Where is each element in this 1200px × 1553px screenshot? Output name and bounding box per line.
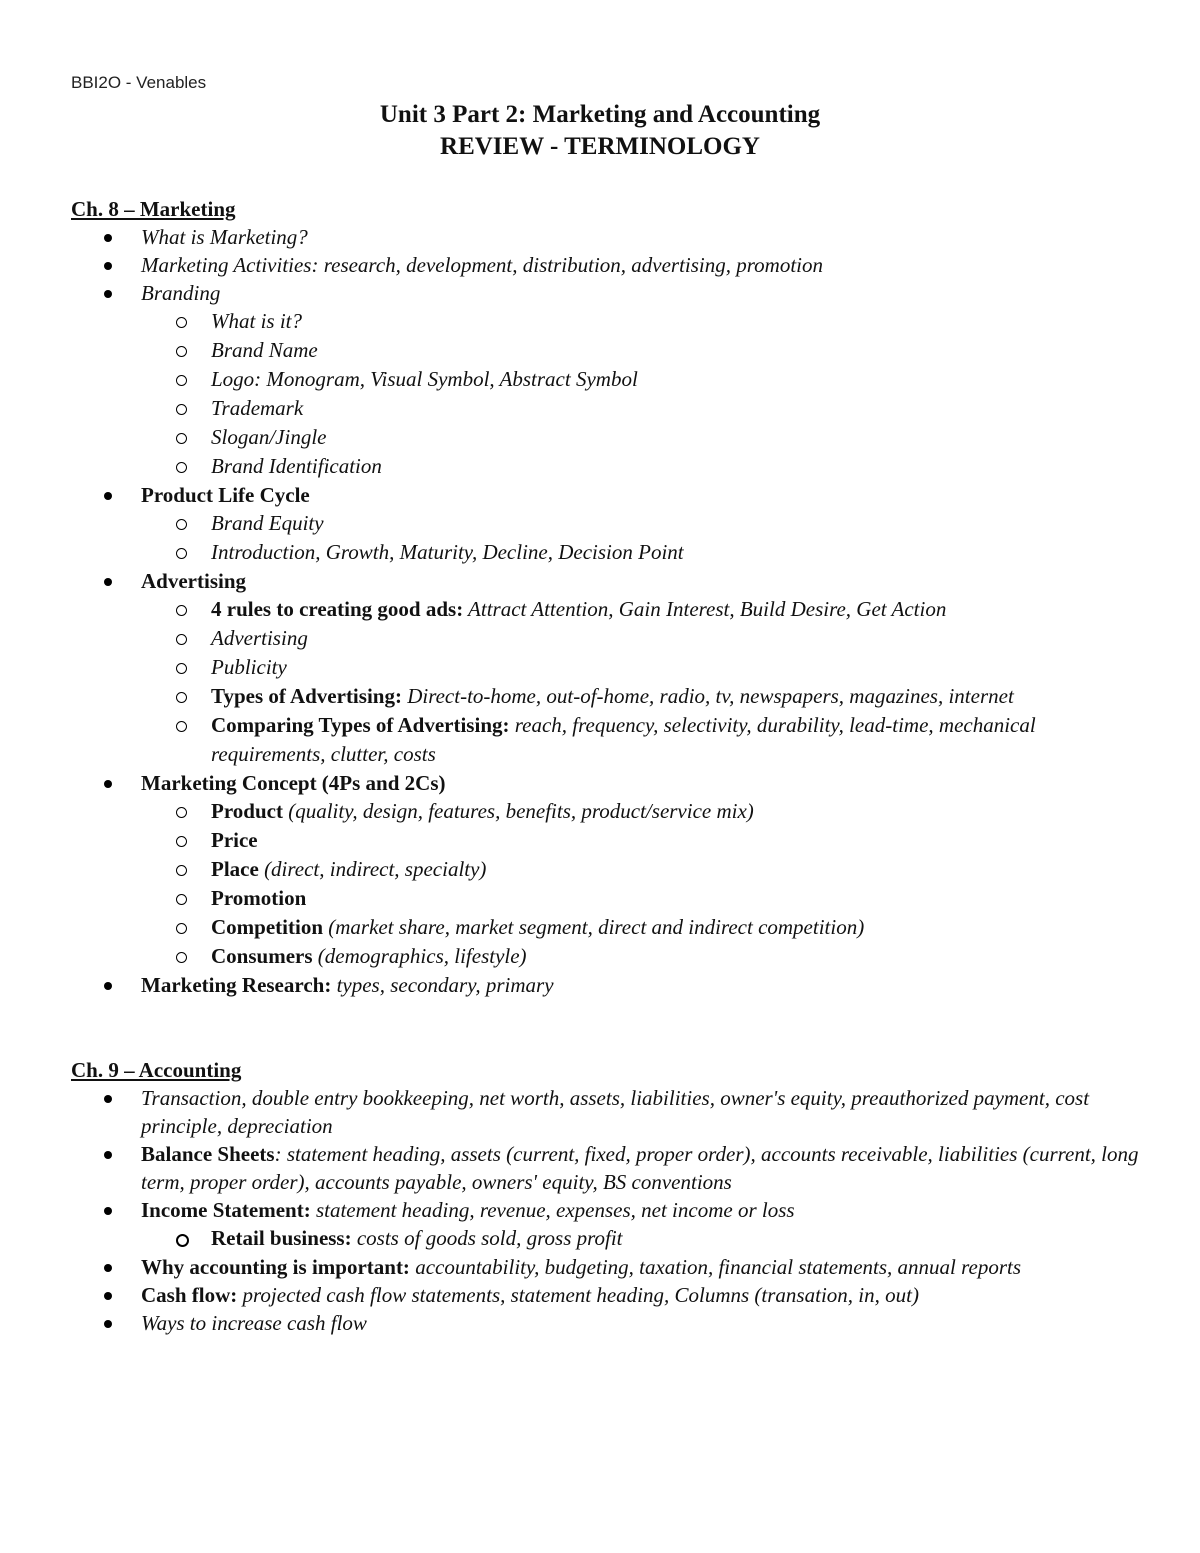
sublist-item: Introduction, Growth, Maturity, Decline, Decision Point — [141, 538, 1151, 567]
bullet-icon — [104, 982, 112, 990]
section-ch8-marketing — [71, 195, 1151, 999]
bullet-icon — [104, 1264, 112, 1272]
sublist-item: Publicity — [141, 653, 1151, 682]
list-item: Marketing Activities: research, development, distribution, advertising, promotion — [71, 251, 1151, 279]
page-title: Unit 3 Part 2: Marketing and Accounting — [379, 101, 821, 128]
section-heading-ch9: Ch. 9 – Accounting — [71, 1058, 242, 1082]
income-sublist — [141, 1224, 1151, 1253]
ch8-list — [71, 223, 1151, 999]
page-subtitle: REVIEW - TERMINOLOGY — [440, 133, 760, 160]
bullet-icon — [104, 1320, 112, 1328]
branding-sublist — [141, 307, 1151, 481]
bullet-icon — [104, 780, 112, 788]
sublist-item: Types of Advertising: Direct-to-home, out-of-home, radio, tv, newspapers, magazines, internet — [141, 682, 1151, 711]
sublist-item: What is it? — [141, 307, 1151, 336]
circle-bullet-icon — [176, 605, 187, 616]
list-item: Transaction, double entry bookkeeping, net worth, assets, liabilities, owner's equity, preauthorized payment, cost principle, depreciation — [71, 1084, 1151, 1140]
list-item: Income Statement: statement heading, revenue, expenses, net income or loss Retail business: costs of goods sold, gross profit — [71, 1196, 1151, 1253]
circle-bullet-icon — [176, 865, 187, 876]
bullet-icon — [104, 1207, 112, 1215]
sublist-item: Slogan/Jingle — [141, 423, 1151, 452]
sublist-item: Logo: Monogram, Visual Symbol, Abstract Symbol — [141, 365, 1151, 394]
sublist-item: Trademark — [141, 394, 1151, 423]
sublist-item: Product (quality, design, features, benefits, product/service mix) — [141, 797, 1151, 826]
circle-bullet-icon — [176, 462, 187, 473]
circle-bullet-icon — [176, 894, 187, 905]
course-code: BBI2O - Venables — [71, 73, 207, 92]
sublist-item: Price — [141, 826, 1151, 855]
circle-bullet-icon — [176, 346, 187, 357]
list-item: Cash flow: projected cash flow statements, statement heading, Columns (transation, in, out) — [71, 1281, 1151, 1309]
bullet-icon — [104, 1151, 112, 1159]
section-heading-ch8: Ch. 8 – Marketing — [71, 197, 236, 221]
list-item: Ways to increase cash flow — [71, 1309, 1151, 1337]
title-block — [0, 99, 1200, 163]
sublist-item: Brand Identification — [141, 452, 1151, 481]
sublist-item: Brand Name — [141, 336, 1151, 365]
circle-bullet-icon — [176, 721, 187, 732]
bullet-icon — [104, 234, 112, 242]
circle-bullet-icon — [176, 548, 187, 559]
advertising-sublist — [141, 595, 1151, 769]
bullet-icon — [104, 1292, 112, 1300]
circle-bullet-icon — [176, 433, 187, 444]
circle-bullet-icon — [176, 692, 187, 703]
bullet-icon — [104, 492, 112, 500]
list-item: Advertising 4 rules to creating good ads: Attract Attention, Gain Interest, Build Desire, Get Action Advertising Publicity Types of Advertising: Direct-to-home, out-of-home, radio, tv, newspapers, magazines, internet Comparing Types of Advertising: reach, frequency, selectivity, durability, lead-time, mechanical requirements, clutter, costs — [71, 567, 1151, 769]
circle-bullet-icon — [176, 836, 187, 847]
circle-bullet-icon — [176, 634, 187, 645]
circle-bullet-icon — [176, 952, 187, 963]
bullet-icon — [104, 262, 112, 270]
ch9-list — [71, 1084, 1151, 1337]
sublist-item: Brand Equity — [141, 509, 1151, 538]
circle-bullet-icon — [176, 519, 187, 530]
circle-bullet-icon — [176, 923, 187, 934]
circle-bullet-icon — [176, 404, 187, 415]
circle-bullet-icon — [176, 317, 187, 328]
sublist-item: 4 rules to creating good ads: Attract Attention, Gain Interest, Build Desire, Get Action — [141, 595, 1151, 624]
concept-sublist — [141, 797, 1151, 971]
list-item: Product Life Cycle Brand Equity Introduction, Growth, Maturity, Decline, Decision Point — [71, 481, 1151, 567]
sublist-item: Competition (market share, market segment, direct and indirect competition) — [141, 913, 1151, 942]
circle-bullet-icon — [176, 807, 187, 818]
list-item: Balance Sheets: statement heading, assets (current, fixed, proper order), accounts receivable, liabilities (current, long term, proper order), accounts payable, owners' equity, BS conventions — [71, 1140, 1151, 1196]
list-item: Why accounting is important: accountability, budgeting, taxation, financial statements, annual reports — [71, 1253, 1151, 1281]
plc-sublist — [141, 509, 1151, 567]
section-ch9-accounting — [71, 1056, 1151, 1337]
bullet-icon — [104, 290, 112, 298]
sublist-item: Place (direct, indirect, specialty) — [141, 855, 1151, 884]
sublist-item: Advertising — [141, 624, 1151, 653]
list-item: Marketing Research: types, secondary, primary — [71, 971, 1151, 999]
sublist-item: Consumers (demographics, lifestyle) — [141, 942, 1151, 971]
sublist-item: Promotion — [141, 884, 1151, 913]
list-item: What is Marketing? — [71, 223, 1151, 251]
sublist-item: Retail business: costs of goods sold, gross profit — [141, 1224, 1151, 1253]
bullet-icon — [104, 578, 112, 586]
circle-bullet-icon — [176, 663, 187, 674]
list-item: Branding What is it? Brand Name Logo: Monogram, Visual Symbol, Abstract Symbol Trademark Slogan/Jingle Brand Identification — [71, 279, 1151, 481]
circle-bullet-icon — [176, 1234, 189, 1247]
list-item: Marketing Concept (4Ps and 2Cs) Product (quality, design, features, benefits, product/service mix) Price Place (direct, indirect, specialty) Promotion Competition (market share, market segment, direct and indirect competition) Consumers (demographics, lifestyle) — [71, 769, 1151, 971]
sublist-item: Comparing Types of Advertising: reach, frequency, selectivity, durability, lead-time, mechanical requirements, clutter, costs — [141, 711, 1151, 769]
circle-bullet-icon — [176, 375, 187, 386]
bullet-icon — [104, 1095, 112, 1103]
